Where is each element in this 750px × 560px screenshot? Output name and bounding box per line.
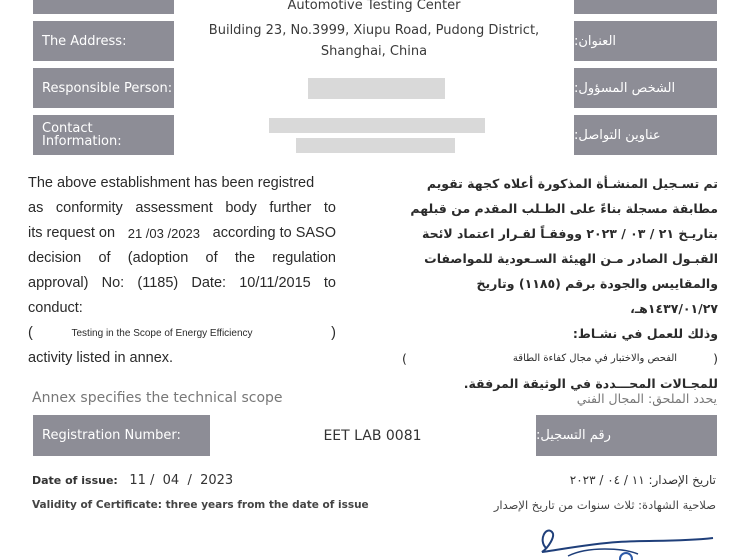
address-line1: Building 23, No.3999, Xiupu Road, Pudong District, bbox=[208, 23, 540, 38]
name-label-ar-partial bbox=[574, 0, 717, 14]
responsible-label-en: Responsible Person: bbox=[33, 68, 174, 108]
issue-date-ar: تاريخ الإصدار: ١١ / ٠٤ / ٢٠٢٣ bbox=[569, 473, 716, 487]
annex-en: Annex specifies the technical scope bbox=[32, 390, 283, 406]
statement-ar-line: وذلك للعمل في نشـاط: bbox=[572, 326, 718, 341]
contact-label-ar: عناوين التواصل: bbox=[574, 115, 717, 155]
registration-label-ar: رقم التسجيل: bbox=[536, 415, 717, 456]
issue-date-label: Date of issue: bbox=[32, 474, 118, 487]
statement-en-line: conduct: bbox=[28, 300, 83, 316]
responsible-redaction bbox=[308, 78, 445, 99]
statement-ar-line: تم تسـجيل المنشـأة المذكورة أعلاه كجهة تقويم bbox=[426, 176, 718, 191]
issue-date-en bbox=[32, 473, 233, 488]
signature-image bbox=[528, 520, 728, 560]
scope-line-ar bbox=[402, 346, 718, 371]
name-label-en-partial bbox=[33, 0, 174, 14]
annex-ar: يحدد الملحق: المجال الفني bbox=[576, 391, 717, 406]
registration-label-en: Registration Number: bbox=[33, 415, 210, 456]
address-label-en: The Address: bbox=[33, 21, 174, 61]
statement-ar-line: للمجـالات المحـــددة في الوثيقة المرفقة. bbox=[463, 376, 718, 391]
stamp-mark bbox=[620, 553, 632, 560]
statement-ar-line: بتاريـخ ٢١ / ٠٣ / ٢٠٢٣ ووفقـاً لقـرار اعتماد لائحة bbox=[422, 226, 718, 241]
statement-en-text: according to SASO bbox=[212, 225, 336, 241]
issue-date-value: 11 / 04 / 2023 bbox=[129, 473, 234, 488]
paren-close: ) bbox=[402, 351, 407, 366]
paren-close: ) bbox=[331, 325, 336, 341]
address-line2: Shanghai, China bbox=[320, 44, 428, 59]
statement-ar-line: القبـول الصادر مـن الهيئة السـعودية للمواصفات bbox=[424, 251, 718, 266]
signature-stroke bbox=[542, 531, 713, 552]
statement-ar-line: والمقاييس والجودة برقم (١١٨٥) وتاريخ ١٤٣٧/٠١/٢٧هـ، bbox=[476, 276, 718, 316]
statement-ar bbox=[402, 171, 718, 396]
responsible-label-ar: الشخص المسؤول: bbox=[574, 68, 717, 108]
statement-en-line: decision of (adoption of the regulation bbox=[28, 250, 336, 266]
statement-en-line: activity listed in annex. bbox=[28, 350, 174, 366]
address-label-ar: العنوان: bbox=[574, 21, 717, 61]
registration-number: EET LAB 0081 bbox=[323, 428, 422, 444]
statement-ar-line: مطابقة مسجلة بناءً على الطـلب المقدم من قبلهم bbox=[410, 201, 718, 216]
paren-open: ( bbox=[713, 351, 718, 366]
request-date: 21 /03 /2023 bbox=[127, 226, 201, 241]
statement-en-line bbox=[28, 221, 336, 246]
scope-en: Testing in the Scope of Energy Efficiency bbox=[71, 328, 253, 339]
paren-open: ( bbox=[28, 325, 33, 341]
contact-label-en: Contact Information: bbox=[33, 115, 174, 155]
statement-en-text: its request on bbox=[28, 225, 116, 241]
statement-en bbox=[28, 171, 336, 371]
statement-en-line: The above establishment has been registred bbox=[28, 175, 315, 191]
contact-redaction-2 bbox=[296, 138, 455, 153]
validity-ar: صلاحية الشهادة: ثلاث سنوات من تاريخ الإصدار bbox=[493, 498, 716, 512]
contact-redaction-1 bbox=[269, 118, 485, 133]
scope-ar: الفحص والاختبار في مجال كفاءة الطاقة bbox=[512, 353, 678, 364]
org-name: Automotive Testing Center bbox=[287, 0, 461, 13]
scope-line-en bbox=[28, 321, 336, 346]
validity-en: Validity of Certificate: three years from the date of issue bbox=[32, 499, 369, 511]
statement-en-line: as conformity assessment body further to bbox=[28, 200, 336, 216]
statement-en-line: approval) No: (1185) Date: 10/11/2015 to bbox=[28, 275, 336, 291]
